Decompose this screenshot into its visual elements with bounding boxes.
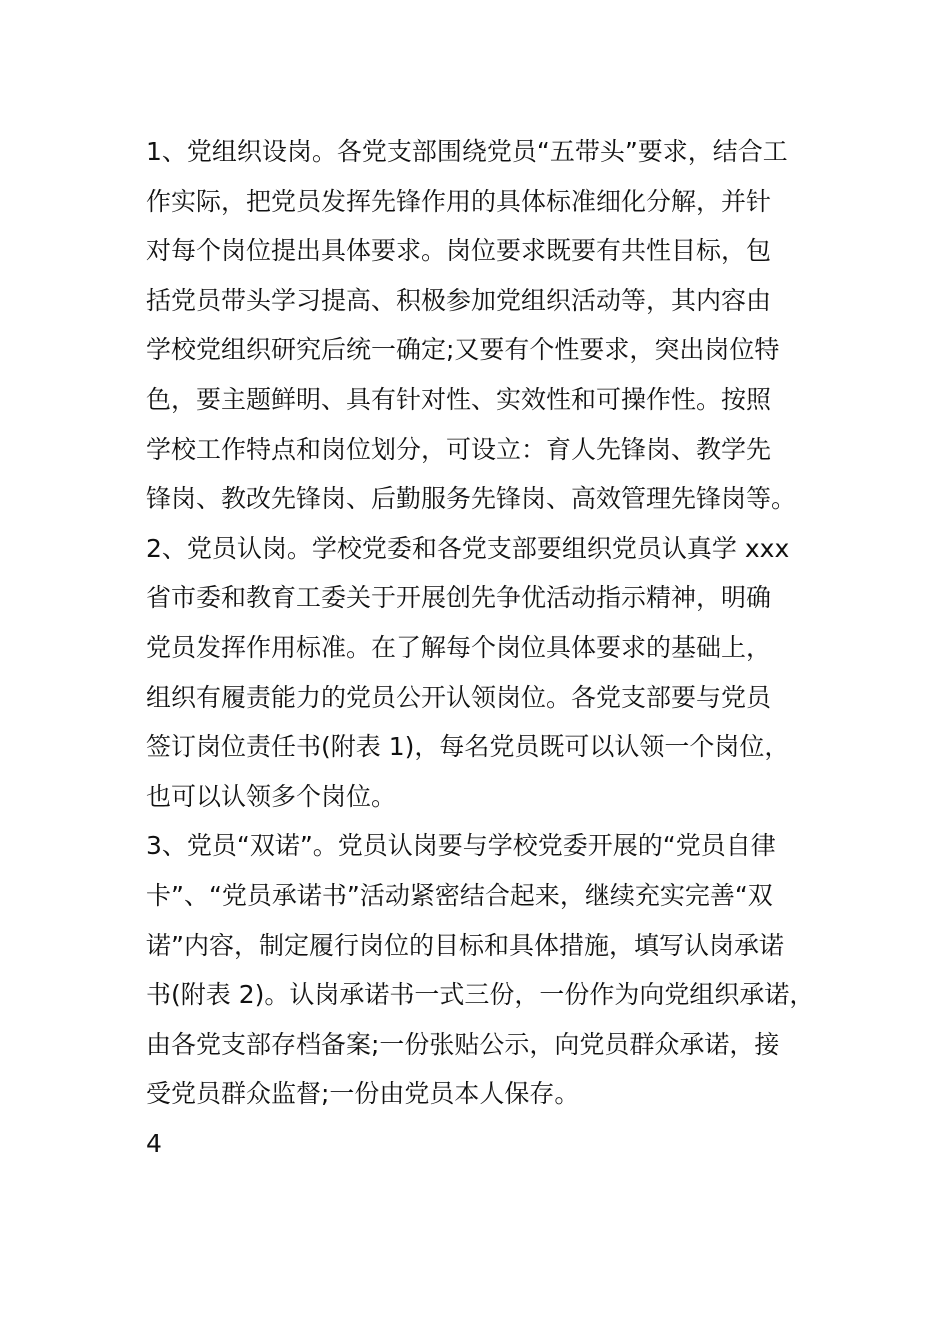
text-line: 签订岗位责任书(附表 1)，每名党员既可以认领一个岗位， <box>146 732 790 762</box>
text-line: 由各党支部存档备案;一份张贴公示，向党员群众承诺，接 <box>146 1029 780 1059</box>
text-line: 3、党员“双诺”。党员认岗要与学校党委开展的“党员自律 <box>146 831 776 861</box>
text-line: 学校党组织研究后统一确定;又要有个性要求，突出岗位特 <box>146 335 780 365</box>
text-line: 学校工作特点和岗位划分，可设立：育人先锋岗、教学先 <box>146 434 772 464</box>
text-line: 也可以认领多个岗位。 <box>146 781 397 811</box>
text-line: 党员发挥作用标准。在了解每个岗位具体要求的基础上， <box>146 632 772 662</box>
text-line: 1、党组织设岗。各党支部围绕党员“五带头”要求，结合工 <box>146 137 788 166</box>
text-line: 锋岗、教改先锋岗、后勤服务先锋岗、高效管理先锋岗等。 <box>146 484 797 514</box>
text-line: 省市委和教育工委关于开展创先争优活动指示精神，明确 <box>146 583 772 613</box>
text-line: 书(附表 2)。认岗承诺书一式三份，一份作为向党组织承诺， <box>146 980 815 1010</box>
text-line: 对每个岗位提出具体要求。岗位要求既要有共性目标，包 <box>146 236 772 266</box>
paragraph-3 <box>146 821 836 1119</box>
text-line: 括党员带头学习提高、积极参加党组织活动等，其内容由 <box>146 285 772 315</box>
document-body <box>146 127 836 1168</box>
paragraph-1 <box>146 127 836 524</box>
text-line: 卡”、“党员承诺书”活动紧密结合起来，继续充实完善“双 <box>146 880 773 910</box>
page-number-text: 4 <box>146 1128 162 1158</box>
text-line: 色，要主题鲜明、具有针对性、实效性和可操作性。按照 <box>146 384 772 414</box>
paragraph-2 <box>146 524 836 822</box>
text-line: 2、党员认岗。学校党委和各党支部要组织党员认真学 xxx <box>146 533 790 563</box>
text-line: 受党员群众监督;一份由党员本人保存。 <box>146 1079 580 1109</box>
text-line: 诺”内容，制定履行岗位的目标和具体措施，填写认岗承诺 <box>146 930 784 960</box>
text-line: 组织有履责能力的党员公开认领岗位。各党支部要与党员 <box>146 682 772 712</box>
page-number <box>146 1119 836 1169</box>
text-line: 作实际，把党员发挥先锋作用的具体标准细化分解，并针 <box>146 186 772 216</box>
